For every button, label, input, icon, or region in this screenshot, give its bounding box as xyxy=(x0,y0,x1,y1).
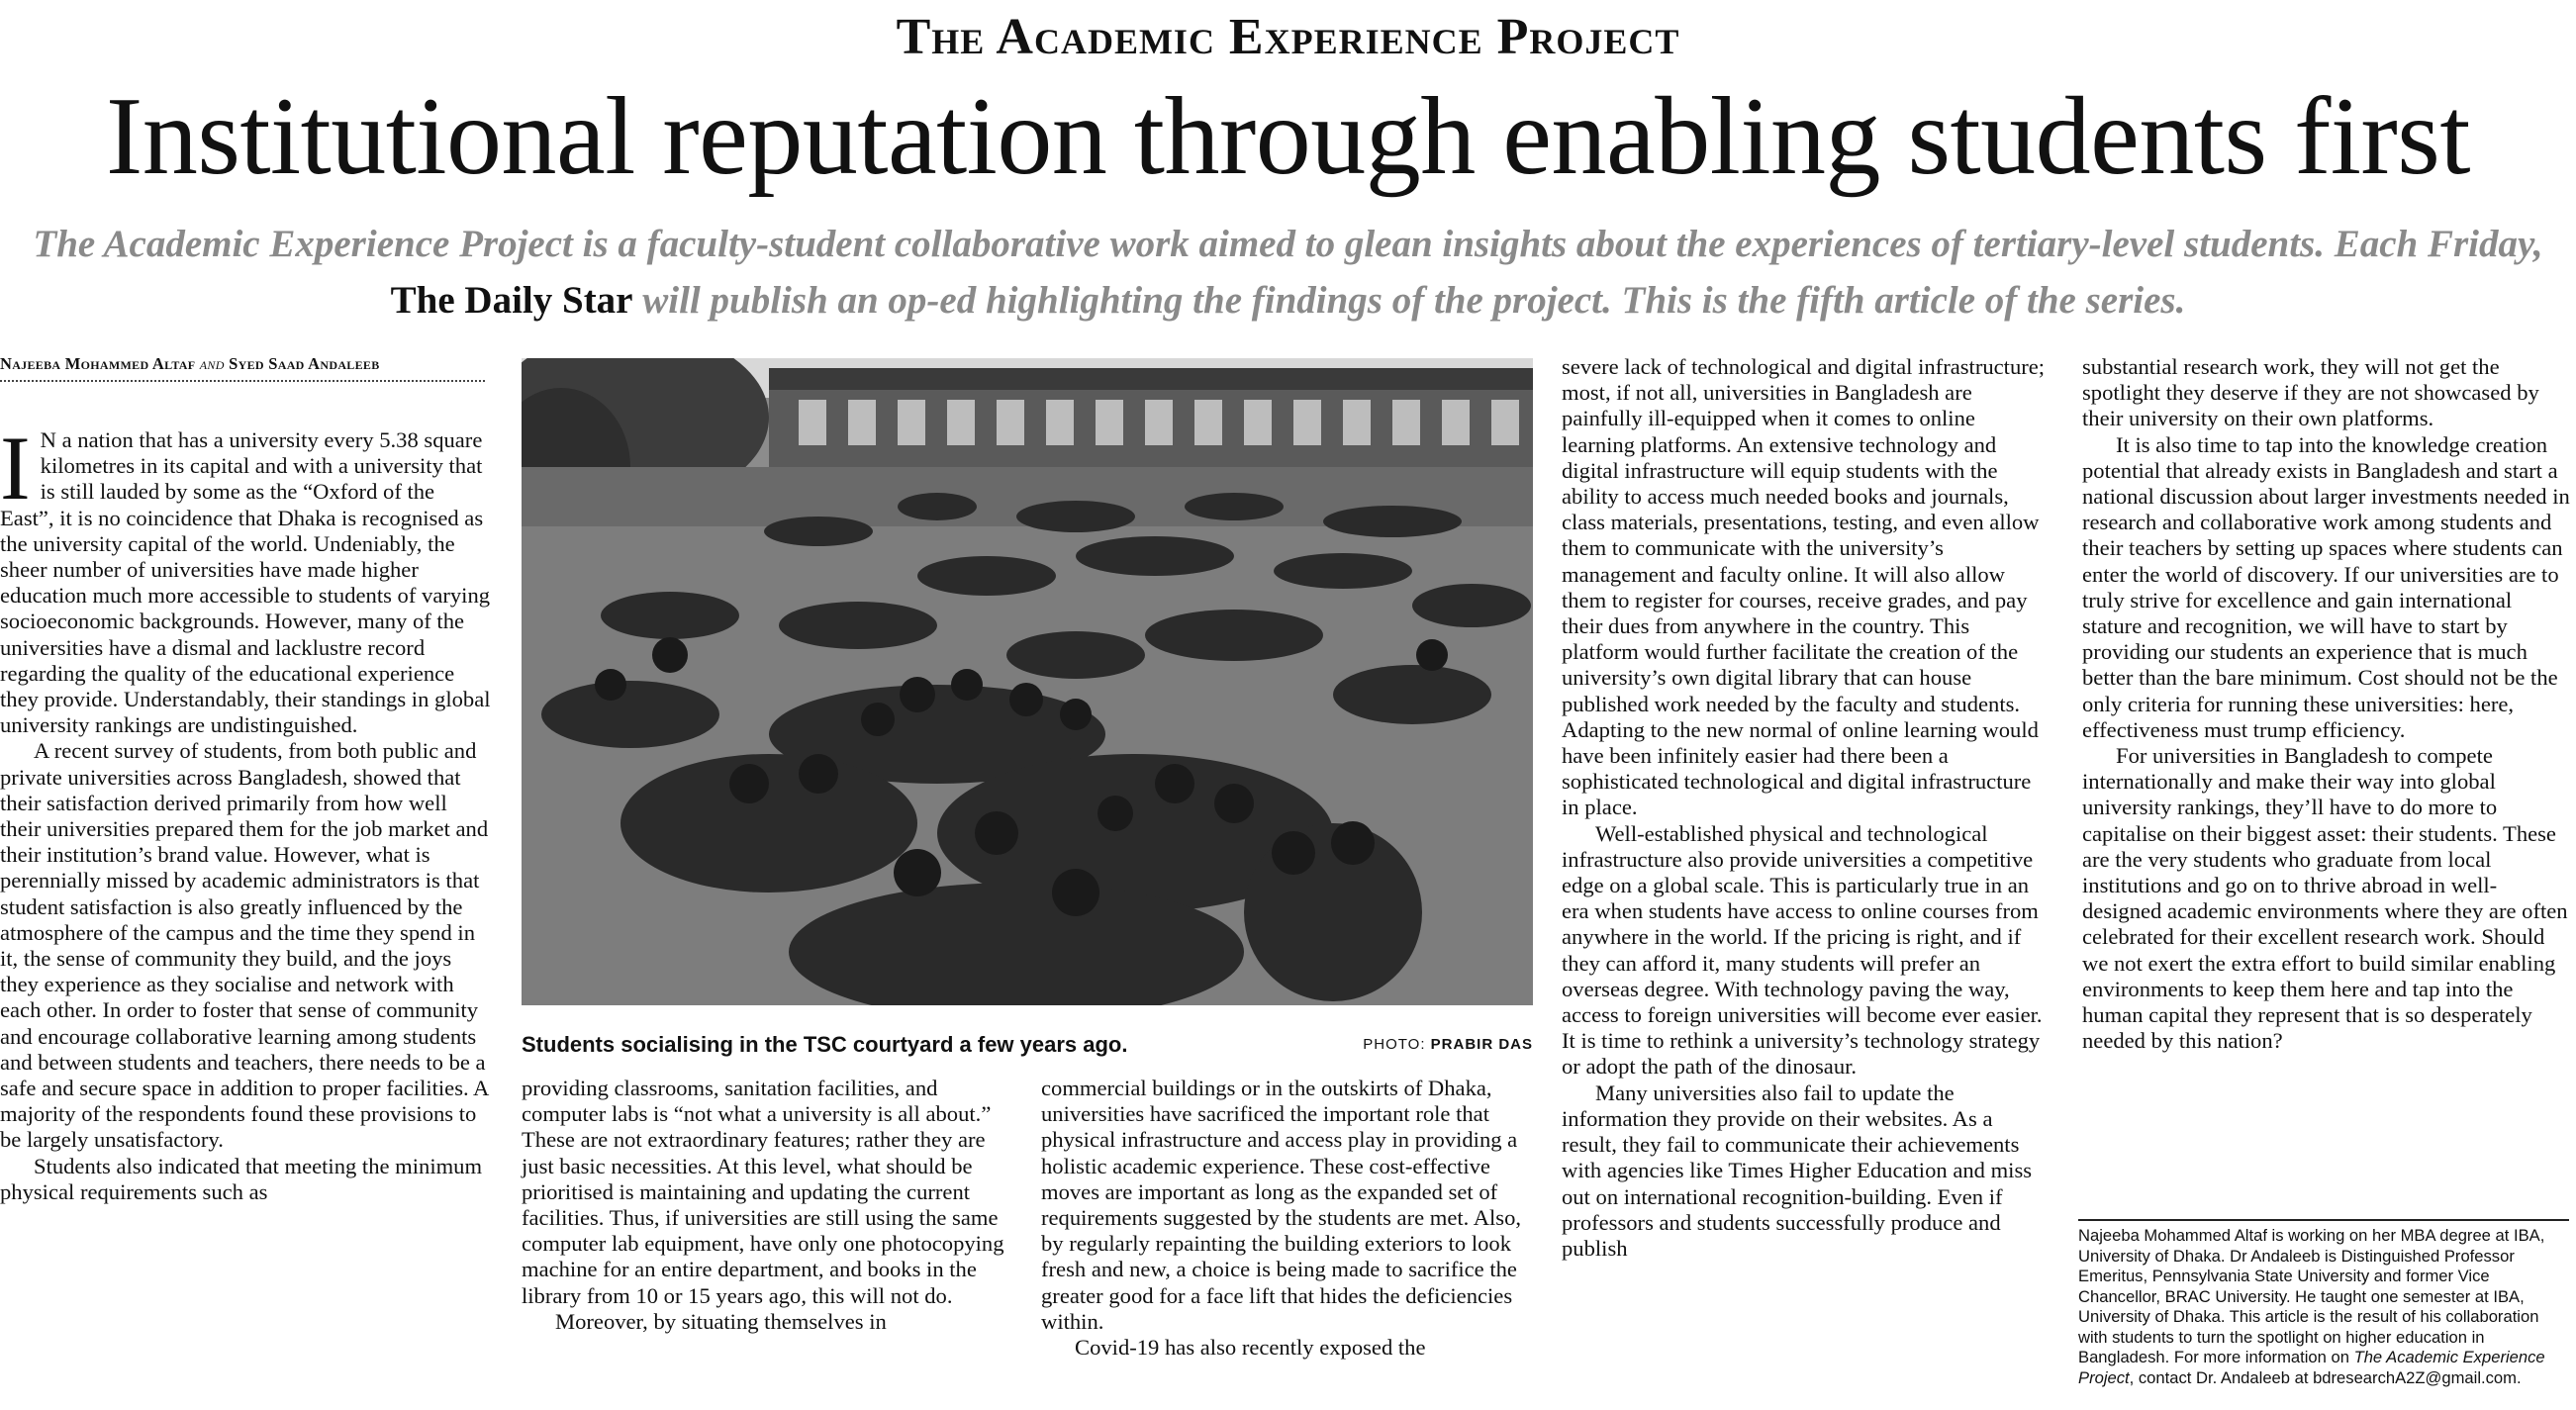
paragraph: For universities in Bangladesh to compete internationally and make their way into global university rankings, they’ll have to do more to capitalise on their biggest asset: their students. These are the very students who graduate from local institutions and go on to thrive abroad in well-designed academic environments where they are often celebrated for their excellent research work. Should we not exert the extra effort to build similar enabling environments to keep them here and tap into the human capital they represent that is so desperately needed by this nation? xyxy=(2082,743,2568,1054)
photo-caption: Students socialising in the TSC courtyard a few years ago. xyxy=(522,1032,1128,1057)
author-bio xyxy=(2078,1219,2569,1388)
bio-contact: , contact Dr. Andaleeb at bdresearchA2Z@gmail.com. xyxy=(2129,1367,2522,1387)
article-column-5 xyxy=(2082,354,2571,1054)
courtyard-photo-illustration xyxy=(522,358,1533,1005)
paragraph: Many universities also fail to update the information they provide on their websites. As a result, they fail to communicate their achievements with agencies like Times Higher Education and miss out on international recognition-building. Even if professors and students successfully produce and publish xyxy=(1562,1080,2033,1261)
paragraph: providing classrooms, sanitation facilities, and computer labs is “not what a university is all about.” These are not extraordinary features; rather they are just basic necessities. At this level, what should be prioritised is maintaining and updating the current facilities. Thus, if universities are still using the same computer lab equipment, have only one photocopying machine for an entire department, and books in the library from 10 or 15 years ago, this will not do. xyxy=(522,1076,1004,1308)
paragraph: Students also indicated that meeting the minimum physical requirements such as xyxy=(0,1153,483,1204)
intro-text-after: will publish an op-ed highlighting the findings of the project. This is the fifth article of the series. xyxy=(632,279,2186,322)
byline xyxy=(0,354,485,382)
article-headline: Institutional reputation through enabling students first xyxy=(106,75,2470,198)
article-column-1 xyxy=(0,418,491,1205)
paragraph: severe lack of technological and digital infrastructure; most, if not all, universities in Bangladesh are painfully ill-equipped when it comes to online learning platforms. An extensive technology and digital infrastructure will equip students with the ability to access much needed books and journals, class materials, presentations, testing, and even allow them to communicate with the university’s management and faculty online. It will also allow them to register for courses, receive grades, and pay their dues from anywhere in the country. This platform would further facilitate the creation of the university’s own digital library that can house published work needed by the faculty and students. Adapting to the new normal of online learning would have been infinitely easier had there been a sophisticated technological and digital infrastructure in place. xyxy=(1562,354,2046,820)
article-intro xyxy=(20,216,2556,329)
drop-cap: I xyxy=(0,418,31,518)
bio-text: Najeeba Mohammed Altaf is working on her MBA degree at IBA, University of Dhaka. Dr Andaleeb is Distinguished Professor Emeritus, Pennsylvania State University and former Vice Chancellor, BRAC University. He taught one semester at IBA, University of Dhaka. This article is the result of his collaboration with students to turn the spotlight on higher education in Bangladesh. For more information on xyxy=(2078,1226,2545,1366)
photo-credit-name: PRABIR DAS xyxy=(1430,1036,1533,1053)
byline-and: and xyxy=(199,354,225,373)
paragraph-text: N a nation that has a university every 5.38 square kilometres in its capital and with a university that is still lauded by some as the “Oxford of the East”, it is no coincidence that Dhaka is recognised as the university capital of the world. Undeniably, the sheer number of universities have made higher education much more accessible to students of varying socioeconomic backgrounds. However, many of the universities have a dismal and lacklustre record regarding the quality of the educational experience they provide. Understandably, their standings in global university rankings are undistinguished. xyxy=(0,427,491,738)
section-kicker: The Academic Experience Project xyxy=(896,9,1680,65)
article-photo xyxy=(522,358,1533,1005)
paragraph: It is also time to tap into the knowledge creation potential that already exists in Bangladesh and start a national discussion about larger investments needed in research and collaborative work among students and their teachers by setting up spaces where students can enter the world of discovery. If our universities are to truly strive for excellence and gain international stature and recognition, we will have to start by providing our students an experience that is much better than the bare minimum. Cost should not be the only criteria for running these universities: here, effectiveness must trump efficiency. xyxy=(2082,431,2570,742)
paragraph: A recent survey of students, from both public and private universities across Bangladesh, showed that their satisfaction derived primarily from how well their universities prepared them for the job market and their institution’s brand value. However, what is perennially missed by academic administrators is that student satisfaction is also greatly influenced by the atmosphere of the campus and the time they spend in it, the sense of community they build, and the joys they experience as they socialise and network with each other. In order to foster that sense of community and encourage collaborative learning among students and between students and teachers, there needs to be a safe and secure space in addition to proper facilities. A majority of the respondents found these provisions to be largely unsatisfactory. xyxy=(0,738,489,1153)
paragraph xyxy=(0,418,491,738)
photo-credit xyxy=(1363,1036,1533,1053)
newspaper-name: The Daily Star xyxy=(390,279,633,322)
photo-caption-bar xyxy=(522,1032,1533,1062)
paragraph: Moreover, by situating themselves in xyxy=(555,1308,887,1334)
bio-project-name: The Academic Experience Project xyxy=(2078,1348,2545,1387)
author-1: Najeeba Mohammed Altaf xyxy=(0,354,196,373)
article-column-2 xyxy=(522,1076,1006,1335)
paragraph: substantial research work, they will not get the spotlight they deserve if they are not showcased by their university on their own platforms. xyxy=(2082,354,2539,431)
article-column-3 xyxy=(1041,1076,1533,1361)
author-2: Syed Saad Andaleeb xyxy=(229,354,380,373)
intro-text-before: The Academic Experience Project is a faculty-student collaborative work aimed to glean insights about the experiences of tertiary-level students. Each Friday, xyxy=(33,223,2543,265)
photo-credit-label: PHOTO: xyxy=(1363,1036,1426,1053)
article-column-4 xyxy=(1562,354,2050,1262)
paragraph: Covid-19 has also recently exposed the xyxy=(1075,1335,1426,1361)
paragraph: commercial buildings or in the outskirts of Dhaka, universities have sacrificed the important role that physical infrastructure and access play in providing a holistic academic experience. These cost-effective moves are important as long as the expanded set of requirements suggested by the students are met. Also, by regularly repainting the building exteriors to look fresh and new, a choice is being made to sacrifice the greater good for a face lift that hides the deficiencies within. xyxy=(1041,1076,1522,1334)
paragraph: Well-established physical and technological infrastructure also provide universities a competitive edge on a global scale. This is particularly true in an era when students have access to online courses from anywhere in the world. If the pricing is right, and if they can afford it, many students will prefer an overseas degree. With technology paving the way, access to foreign universities will become ever easier. It is time to rethink a university’s technology strategy or adopt the path of the dinosaur. xyxy=(1562,820,2043,1080)
